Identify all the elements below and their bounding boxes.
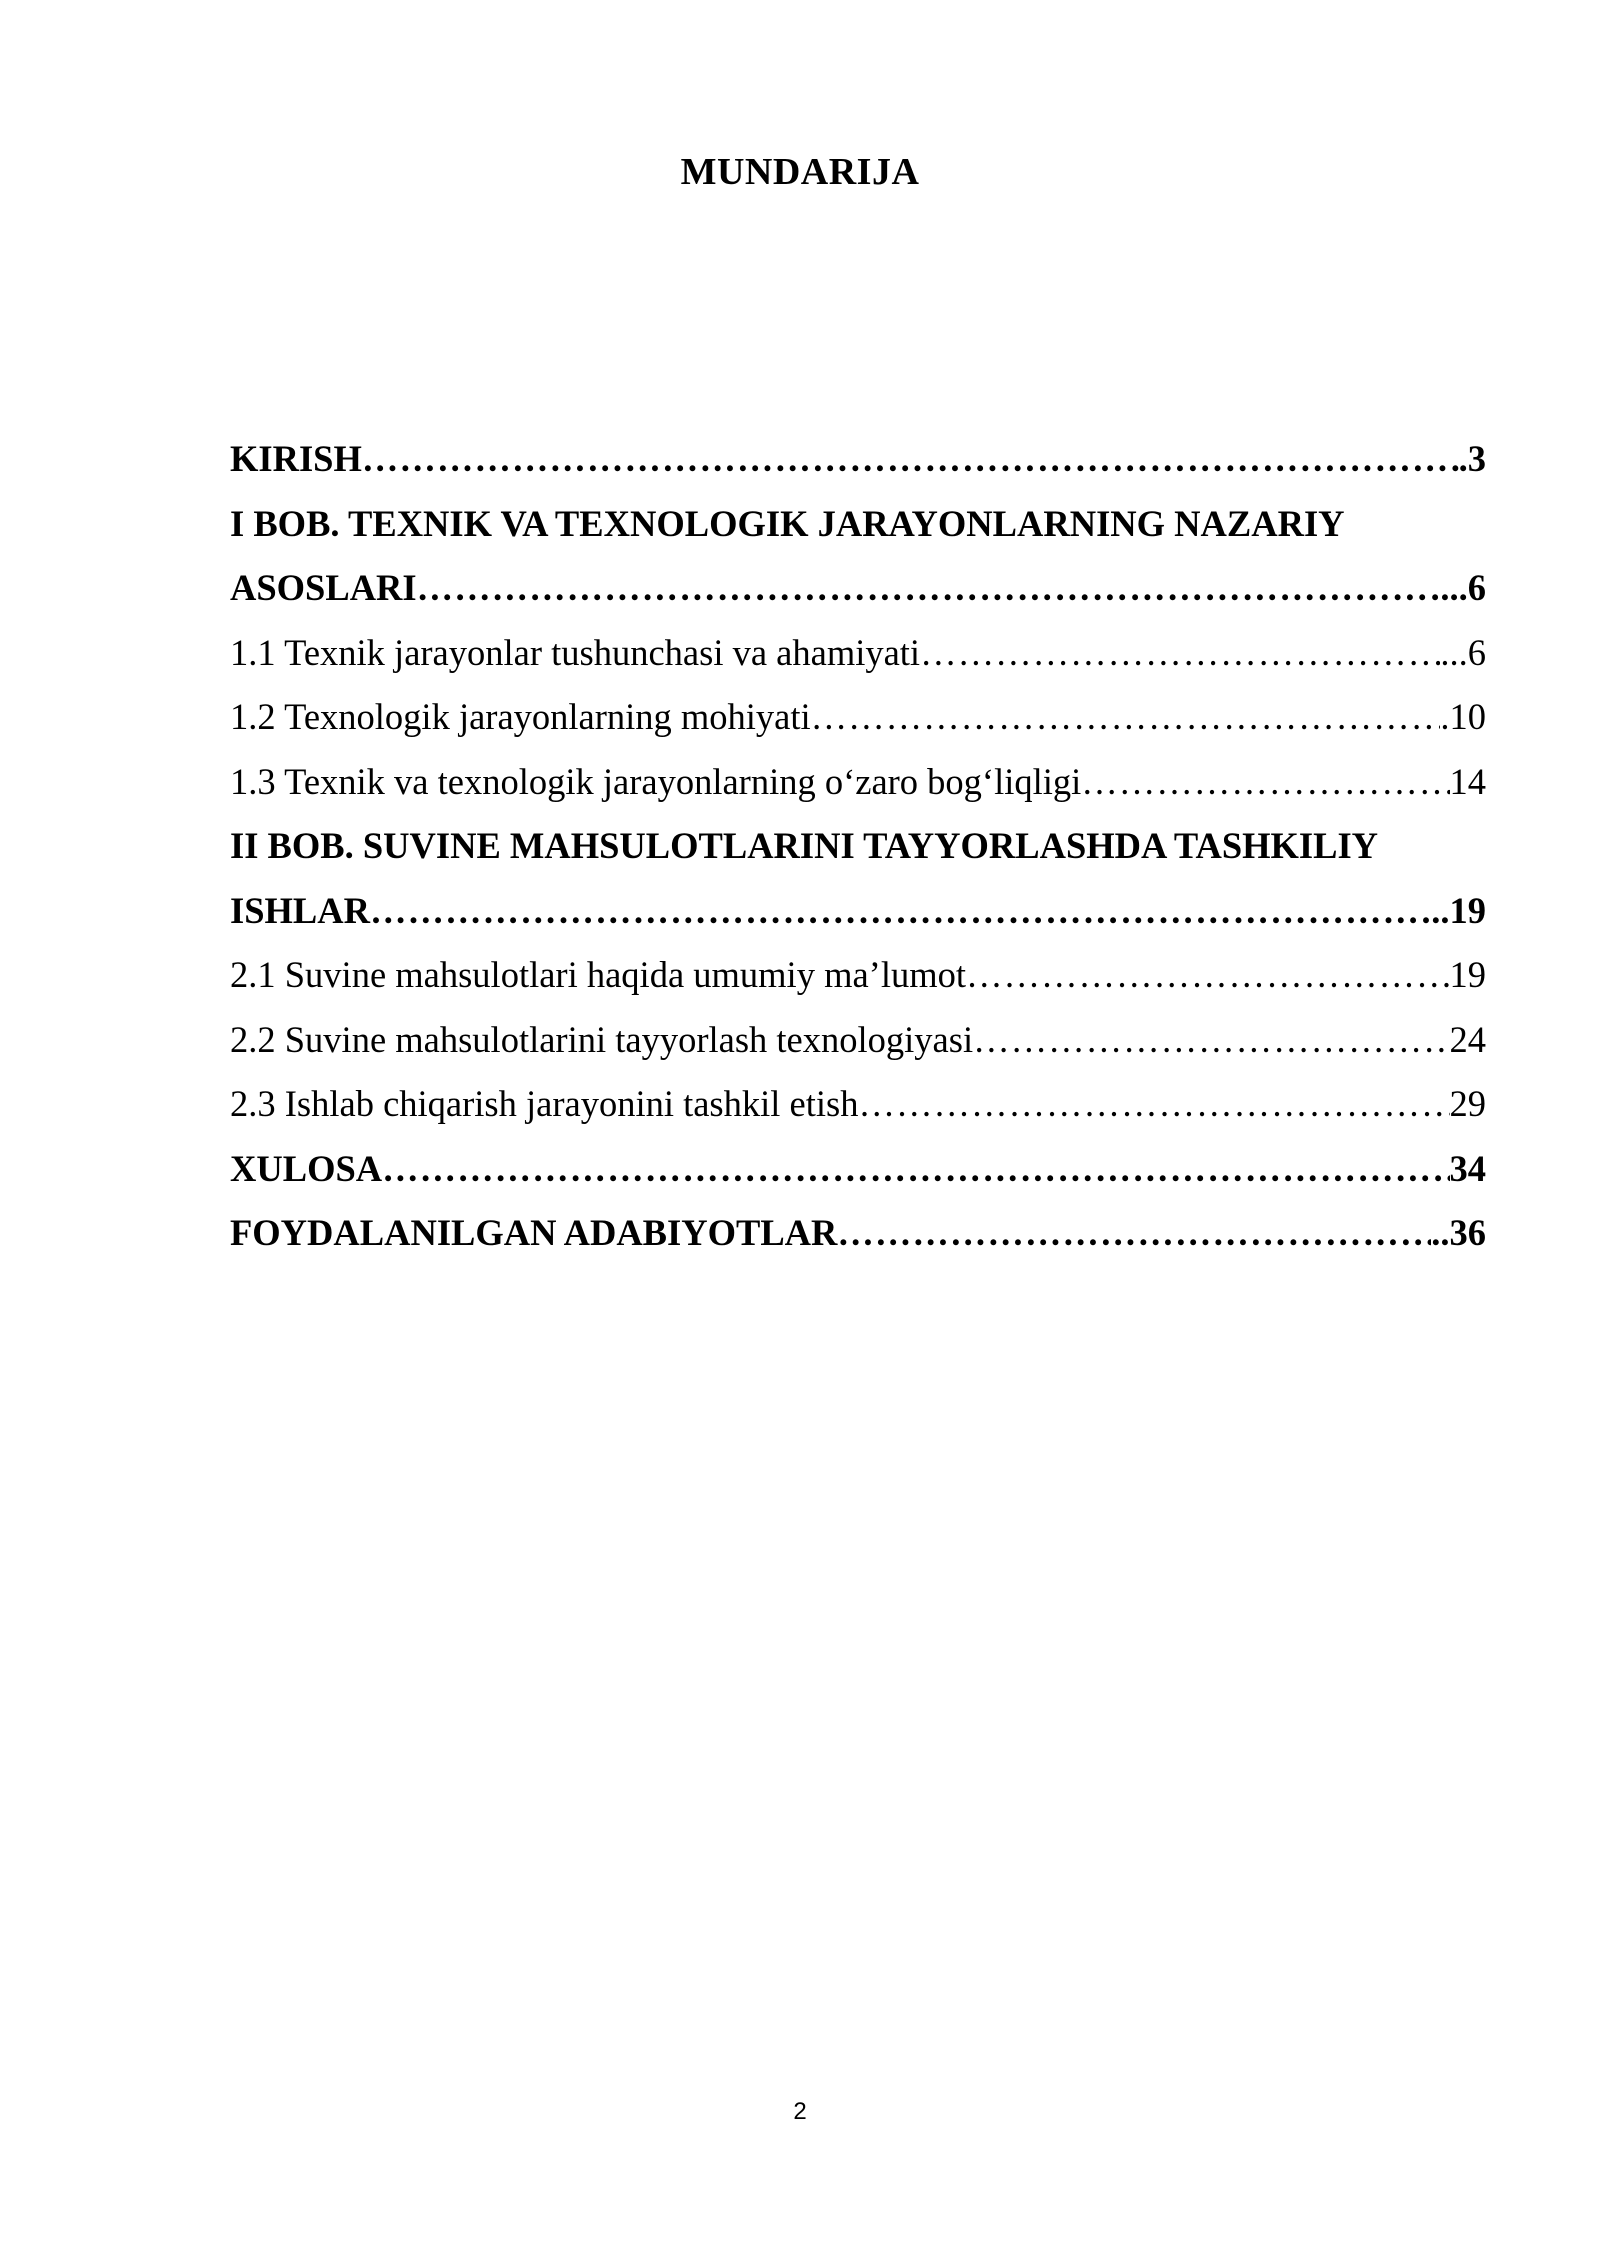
toc-entry-section-1-3 (230, 750, 1486, 815)
toc-entry-page: 24 (1449, 1018, 1486, 1060)
toc-entry-page: 14 (1449, 760, 1486, 802)
toc-entry-title: I BOB. TEXNIK VA TEXNOLOGIK JARAYONLARNING NAZARIY (230, 502, 1345, 544)
toc-entry-title: 2.3 Ishlab chiqarish jarayonini tashkil etish (230, 1083, 859, 1124)
toc-entry-title: 2.2 Suvine mahsulotlarini tayyorlash texnologiyasi (230, 1018, 974, 1060)
table-of-contents (230, 427, 1486, 1266)
toc-entry-section-2-3 (230, 1072, 1486, 1137)
toc-entry-section-2-2 (230, 1008, 1486, 1073)
toc-entry-kirish (230, 427, 1486, 492)
dot-leader (966, 943, 1450, 1008)
toc-entry-section-1-2 (230, 685, 1486, 750)
toc-entry-page: 34 (1449, 1147, 1486, 1189)
toc-entry-chapter-2 (230, 879, 1486, 944)
toc-entry-adabiyotlar (230, 1201, 1486, 1266)
dot-leader (811, 685, 1441, 750)
dot-leader (1081, 750, 1449, 815)
dot-leader (837, 1201, 1431, 1266)
toc-entry-xulosa (230, 1137, 1486, 1202)
page-title: MUNDARIJA (680, 151, 920, 193)
dot-leader (417, 556, 1441, 621)
toc-entry-page: 19 (1449, 954, 1486, 995)
toc-entry-page: ..19 (1431, 889, 1486, 931)
dot-leader (920, 621, 1440, 686)
toc-entry-title: ISHLAR (230, 889, 370, 931)
toc-entry-page: .10 (1440, 696, 1486, 737)
toc-entry-chapter-1-heading (230, 492, 1486, 557)
toc-entry-title: 1.3 Texnik va texnologik jarayonlarning o‘zaro bog‘liqligi (230, 760, 1082, 802)
toc-entry-chapter-1 (230, 556, 1486, 621)
toc-entry-page: .3 (1458, 438, 1486, 479)
toc-entry-title: 2.1 Suvine mahsulotlari haqida umumiy ma’lumot (230, 954, 966, 995)
toc-entry-page: ..36 (1431, 1212, 1486, 1253)
toc-entry-title: ASOSLARI (230, 567, 417, 608)
toc-entry-title: II BOB. SUVINE MAHSULOTLARINI TAYYORLASHDA TASHKILIY (230, 825, 1379, 866)
toc-entry-section-2-1 (230, 943, 1486, 1008)
toc-entry-section-1-1 (230, 621, 1486, 686)
dot-leader (362, 427, 1459, 492)
dot-leader (382, 1137, 1449, 1202)
dot-leader (973, 1008, 1449, 1073)
toc-entry-title: 1.2 Texnologik jarayonlarning mohiyati (230, 696, 811, 737)
dot-leader (858, 1072, 1449, 1137)
toc-entry-page: 29 (1449, 1083, 1486, 1124)
page-number: 2 (793, 2098, 807, 2125)
toc-entry-chapter-2-heading (230, 814, 1486, 879)
toc-entry-page: ...6 (1440, 567, 1486, 608)
toc-entry-title: XULOSA (230, 1147, 383, 1189)
toc-entry-title: KIRISH (230, 438, 362, 479)
toc-entry-page: ...6 (1440, 631, 1486, 673)
dot-leader (370, 879, 1431, 944)
toc-entry-title: FOYDALANILGAN ADABIYOTLAR (230, 1212, 838, 1253)
toc-entry-title: 1.1 Texnik jarayonlar tushunchasi va ahamiyati (230, 631, 921, 673)
